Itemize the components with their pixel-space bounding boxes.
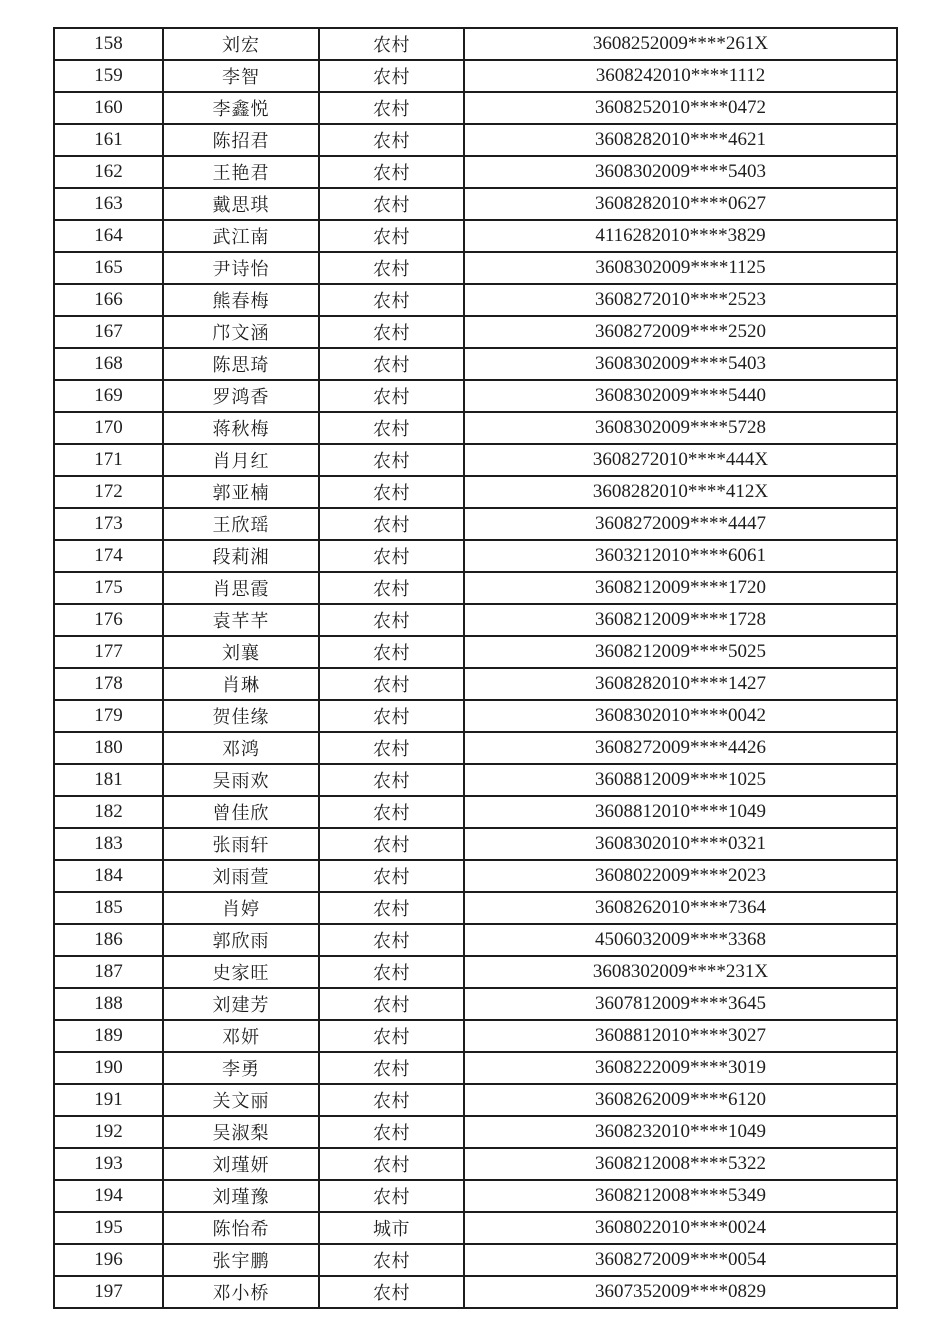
cell-row-number: 180 — [54, 732, 163, 764]
cell-residence-type: 农村 — [319, 60, 464, 92]
cell-residence-type: 农村 — [319, 444, 464, 476]
cell-id-number: 3608282010****4621 — [464, 124, 897, 156]
cell-student-name: 关文丽 — [163, 1084, 319, 1116]
cell-residence-type: 农村 — [319, 156, 464, 188]
cell-student-name: 罗鸿香 — [163, 380, 319, 412]
table-row — [54, 124, 897, 156]
cell-residence-type: 农村 — [319, 604, 464, 636]
cell-row-number: 197 — [54, 1276, 163, 1308]
cell-student-name: 肖月红 — [163, 444, 319, 476]
cell-id-number: 3608812009****1025 — [464, 764, 897, 796]
cell-residence-type: 农村 — [319, 1084, 464, 1116]
cell-residence-type: 农村 — [319, 92, 464, 124]
data-table — [53, 27, 898, 1309]
cell-id-number: 3608212009****1728 — [464, 604, 897, 636]
cell-student-name: 李勇 — [163, 1052, 319, 1084]
cell-residence-type: 农村 — [319, 924, 464, 956]
cell-residence-type: 农村 — [319, 700, 464, 732]
table-row — [54, 636, 897, 668]
table-row — [54, 700, 897, 732]
cell-row-number: 189 — [54, 1020, 163, 1052]
cell-id-number: 3608282010****412X — [464, 476, 897, 508]
cell-id-number: 3608302009****5403 — [464, 348, 897, 380]
cell-residence-type: 农村 — [319, 316, 464, 348]
table-row — [54, 28, 897, 60]
cell-residence-type: 农村 — [319, 732, 464, 764]
cell-residence-type: 农村 — [319, 860, 464, 892]
cell-residence-type: 农村 — [319, 1116, 464, 1148]
cell-student-name: 刘瑾妍 — [163, 1148, 319, 1180]
cell-row-number: 178 — [54, 668, 163, 700]
cell-row-number: 171 — [54, 444, 163, 476]
cell-student-name: 段莉湘 — [163, 540, 319, 572]
cell-id-number: 3608302009****231X — [464, 956, 897, 988]
cell-student-name: 王欣瑶 — [163, 508, 319, 540]
cell-student-name: 郭欣雨 — [163, 924, 319, 956]
cell-student-name: 陈思琦 — [163, 348, 319, 380]
table-row — [54, 796, 897, 828]
cell-student-name: 袁芊芊 — [163, 604, 319, 636]
cell-residence-type: 农村 — [319, 1180, 464, 1212]
cell-row-number: 159 — [54, 60, 163, 92]
cell-row-number: 167 — [54, 316, 163, 348]
cell-student-name: 肖思霞 — [163, 572, 319, 604]
cell-row-number: 192 — [54, 1116, 163, 1148]
cell-residence-type: 农村 — [319, 348, 464, 380]
cell-row-number: 160 — [54, 92, 163, 124]
cell-row-number: 196 — [54, 1244, 163, 1276]
table-row — [54, 540, 897, 572]
table-row — [54, 380, 897, 412]
cell-id-number: 3608302010****0321 — [464, 828, 897, 860]
cell-id-number: 3608222009****3019 — [464, 1052, 897, 1084]
cell-row-number: 194 — [54, 1180, 163, 1212]
table-row — [54, 476, 897, 508]
cell-residence-type: 农村 — [319, 1244, 464, 1276]
table-row — [54, 860, 897, 892]
cell-id-number: 3608282010****0627 — [464, 188, 897, 220]
table-row — [54, 1020, 897, 1052]
cell-student-name: 刘雨萱 — [163, 860, 319, 892]
table-row — [54, 732, 897, 764]
cell-residence-type: 农村 — [319, 412, 464, 444]
cell-student-name: 刘宏 — [163, 28, 319, 60]
cell-student-name: 邓小桥 — [163, 1276, 319, 1308]
cell-id-number: 3608272009****2520 — [464, 316, 897, 348]
cell-id-number: 3608272009****4447 — [464, 508, 897, 540]
cell-row-number: 162 — [54, 156, 163, 188]
table-row — [54, 60, 897, 92]
cell-row-number: 191 — [54, 1084, 163, 1116]
cell-residence-type: 农村 — [319, 124, 464, 156]
cell-id-number: 3608272010****2523 — [464, 284, 897, 316]
cell-id-number: 4116282010****3829 — [464, 220, 897, 252]
cell-student-name: 戴思琪 — [163, 188, 319, 220]
cell-row-number: 181 — [54, 764, 163, 796]
cell-id-number: 3608212009****5025 — [464, 636, 897, 668]
cell-student-name: 邓妍 — [163, 1020, 319, 1052]
table-row — [54, 668, 897, 700]
cell-row-number: 193 — [54, 1148, 163, 1180]
cell-id-number: 3608212008****5349 — [464, 1180, 897, 1212]
cell-row-number: 186 — [54, 924, 163, 956]
cell-row-number: 170 — [54, 412, 163, 444]
cell-row-number: 168 — [54, 348, 163, 380]
cell-id-number: 3608232010****1049 — [464, 1116, 897, 1148]
cell-student-name: 刘襄 — [163, 636, 319, 668]
table-row — [54, 988, 897, 1020]
cell-row-number: 176 — [54, 604, 163, 636]
cell-id-number: 3608272009****4426 — [464, 732, 897, 764]
cell-residence-type: 农村 — [319, 220, 464, 252]
table-row — [54, 1084, 897, 1116]
cell-student-name: 贺佳缘 — [163, 700, 319, 732]
table-row — [54, 1148, 897, 1180]
cell-student-name: 武江南 — [163, 220, 319, 252]
cell-residence-type: 农村 — [319, 956, 464, 988]
table-row — [54, 828, 897, 860]
cell-id-number: 3608252010****0472 — [464, 92, 897, 124]
cell-student-name: 邝文涵 — [163, 316, 319, 348]
cell-id-number: 3608302009****5403 — [464, 156, 897, 188]
cell-residence-type: 农村 — [319, 284, 464, 316]
cell-student-name: 刘建芳 — [163, 988, 319, 1020]
cell-id-number: 3608262009****6120 — [464, 1084, 897, 1116]
cell-row-number: 172 — [54, 476, 163, 508]
table-row — [54, 252, 897, 284]
cell-residence-type: 农村 — [319, 1052, 464, 1084]
cell-row-number: 188 — [54, 988, 163, 1020]
cell-row-number: 175 — [54, 572, 163, 604]
cell-id-number: 3608282010****1427 — [464, 668, 897, 700]
cell-row-number: 179 — [54, 700, 163, 732]
cell-row-number: 173 — [54, 508, 163, 540]
cell-residence-type: 农村 — [319, 988, 464, 1020]
table-body — [54, 28, 897, 1308]
cell-row-number: 190 — [54, 1052, 163, 1084]
cell-id-number: 3607352009****0829 — [464, 1276, 897, 1308]
cell-id-number: 3608212009****1720 — [464, 572, 897, 604]
cell-student-name: 郭亚楠 — [163, 476, 319, 508]
cell-row-number: 183 — [54, 828, 163, 860]
cell-student-name: 李智 — [163, 60, 319, 92]
cell-residence-type: 城市 — [319, 1212, 464, 1244]
cell-row-number: 174 — [54, 540, 163, 572]
cell-id-number: 3608272010****444X — [464, 444, 897, 476]
cell-row-number: 163 — [54, 188, 163, 220]
cell-row-number: 187 — [54, 956, 163, 988]
cell-student-name: 尹诗怡 — [163, 252, 319, 284]
cell-id-number: 3603212010****6061 — [464, 540, 897, 572]
table-row — [54, 1244, 897, 1276]
cell-id-number: 3608302010****0042 — [464, 700, 897, 732]
table-row — [54, 892, 897, 924]
cell-residence-type: 农村 — [319, 892, 464, 924]
cell-student-name: 曾佳欣 — [163, 796, 319, 828]
cell-row-number: 184 — [54, 860, 163, 892]
cell-student-name: 李鑫悦 — [163, 92, 319, 124]
cell-student-name: 熊春梅 — [163, 284, 319, 316]
cell-student-name: 刘瑾豫 — [163, 1180, 319, 1212]
cell-id-number: 3608812010****1049 — [464, 796, 897, 828]
table-row — [54, 1052, 897, 1084]
table-row — [54, 444, 897, 476]
cell-id-number: 3608272009****0054 — [464, 1244, 897, 1276]
cell-student-name: 史家旺 — [163, 956, 319, 988]
cell-id-number: 3608302009****1125 — [464, 252, 897, 284]
table-row — [54, 316, 897, 348]
table-row — [54, 572, 897, 604]
cell-row-number: 177 — [54, 636, 163, 668]
cell-student-name: 邓鸿 — [163, 732, 319, 764]
cell-row-number: 161 — [54, 124, 163, 156]
table-row — [54, 188, 897, 220]
cell-id-number: 3608022010****0024 — [464, 1212, 897, 1244]
cell-row-number: 164 — [54, 220, 163, 252]
table-row — [54, 1116, 897, 1148]
cell-residence-type: 农村 — [319, 572, 464, 604]
table-row — [54, 156, 897, 188]
cell-student-name: 王艳君 — [163, 156, 319, 188]
cell-student-name: 张雨轩 — [163, 828, 319, 860]
cell-id-number: 3608262010****7364 — [464, 892, 897, 924]
cell-id-number: 3608022009****2023 — [464, 860, 897, 892]
cell-residence-type: 农村 — [319, 668, 464, 700]
cell-student-name: 吴雨欢 — [163, 764, 319, 796]
cell-residence-type: 农村 — [319, 476, 464, 508]
cell-residence-type: 农村 — [319, 764, 464, 796]
cell-student-name: 蒋秋梅 — [163, 412, 319, 444]
cell-row-number: 166 — [54, 284, 163, 316]
cell-student-name: 肖琳 — [163, 668, 319, 700]
cell-residence-type: 农村 — [319, 188, 464, 220]
table-row — [54, 1276, 897, 1308]
table-row — [54, 956, 897, 988]
cell-id-number: 3608242010****1112 — [464, 60, 897, 92]
cell-row-number: 185 — [54, 892, 163, 924]
cell-residence-type: 农村 — [319, 540, 464, 572]
cell-student-name: 肖婷 — [163, 892, 319, 924]
cell-residence-type: 农村 — [319, 1148, 464, 1180]
table-row — [54, 1180, 897, 1212]
table-row — [54, 604, 897, 636]
cell-id-number: 3608212008****5322 — [464, 1148, 897, 1180]
cell-id-number: 4506032009****3368 — [464, 924, 897, 956]
cell-residence-type: 农村 — [319, 28, 464, 60]
cell-residence-type: 农村 — [319, 1276, 464, 1308]
cell-residence-type: 农村 — [319, 252, 464, 284]
cell-id-number: 3607812009****3645 — [464, 988, 897, 1020]
cell-row-number: 165 — [54, 252, 163, 284]
cell-row-number: 195 — [54, 1212, 163, 1244]
cell-id-number: 3608252009****261X — [464, 28, 897, 60]
cell-residence-type: 农村 — [319, 796, 464, 828]
table-row — [54, 92, 897, 124]
cell-residence-type: 农村 — [319, 508, 464, 540]
cell-student-name: 陈招君 — [163, 124, 319, 156]
cell-residence-type: 农村 — [319, 380, 464, 412]
cell-residence-type: 农村 — [319, 1020, 464, 1052]
cell-id-number: 3608302009****5440 — [464, 380, 897, 412]
cell-row-number: 158 — [54, 28, 163, 60]
cell-residence-type: 农村 — [319, 636, 464, 668]
table-row — [54, 284, 897, 316]
table-row — [54, 1212, 897, 1244]
table-row — [54, 924, 897, 956]
table-row — [54, 348, 897, 380]
table-row — [54, 508, 897, 540]
cell-student-name: 吴淑梨 — [163, 1116, 319, 1148]
cell-id-number: 3608812010****3027 — [464, 1020, 897, 1052]
cell-student-name: 张宇鹏 — [163, 1244, 319, 1276]
cell-row-number: 182 — [54, 796, 163, 828]
table-row — [54, 412, 897, 444]
table-row — [54, 220, 897, 252]
cell-student-name: 陈怡希 — [163, 1212, 319, 1244]
cell-residence-type: 农村 — [319, 828, 464, 860]
cell-row-number: 169 — [54, 380, 163, 412]
cell-id-number: 3608302009****5728 — [464, 412, 897, 444]
table-row — [54, 764, 897, 796]
